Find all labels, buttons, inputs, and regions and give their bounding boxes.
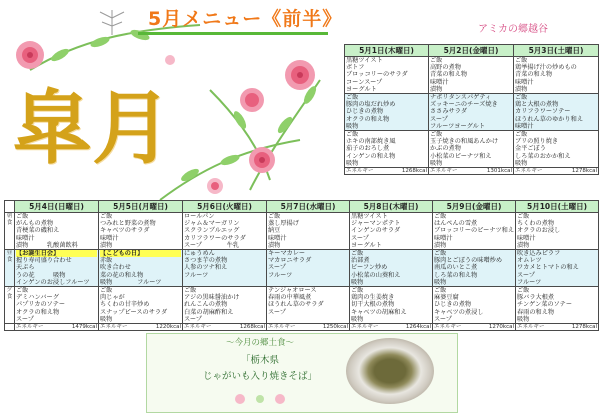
menu-cell: ご飯 蒸し厚揚げ 納豆 味噌汁 漬物 [268,213,299,249]
local-food-line2: じゃがいも入り焼きそば」 [202,371,317,382]
energy-value: エネルギー 1268kcal [184,324,265,331]
energy-value: エネルギー 1270kcal [434,324,514,331]
menu-cell: にゅうめん さつま芋の煮物 人参のツナ和え フルーツ [184,250,228,279]
day-header: 5月8日(木曜日) [350,201,433,213]
menu-cell: ご飯 豚肉の塩だれ炒め ひじきの煮物 オクラの和え物 吸物 [346,94,396,130]
menu-cell: 黒糖ツイスト ボトフ ブロッコリーのサラダ コーンスープ ヨーグルト [346,57,408,93]
menu-cell: ご飯 はんぺんの雪煮 ブロッコリーのピーナツ和え 味噌汁 漬物 [434,213,514,249]
menu-table-top [344,44,599,175]
menu-cell: ご飯 肉じゃが ちくわの甘辛炒め スナップピースのサラダ 吸物 [100,287,168,323]
menu-cell: ご飯 豚肉とごぼうの味噌炒め 南瓜のいとこ煮 しろ菜の和え物 吸物 [434,250,503,286]
month-kanji: 皐月 [12,81,172,175]
event-label: 【お誕生日会】 [16,250,97,257]
menu-cell: ご飯 鶏肉の生姜焼き 切干大根の煮物 キャベツの胡麻和え 吸物 [351,287,407,323]
menu-cell: 黒糖ツイスト ジャーマンポテト インゲンのサラダ スープ ヨーグルト [351,213,401,249]
day-header: 5月7日(水曜日) [267,201,350,213]
energy-value: エネルギー 1301kcal [430,168,512,175]
lunch-row [5,250,599,287]
energy-row [345,168,599,175]
row-label-breakfast: 朝食 [5,213,15,250]
menu-cell: ご飯 治部煮 ビーフン炒め 小松菜の山葵和え 吸物 [351,250,401,286]
energy-row [5,324,599,331]
facility-name: アミカの郷越谷 [478,24,548,35]
menu-cell: ロールパン ジャム＆マーガリン スクランブルエッグ カリフラワーのサラダ スープ 牛乳 [184,213,246,249]
menu-cell: 【こどもの日】 赤飯 吹き合わせ 菜の花の和え物 吸物 フルーツ [100,250,181,286]
row-label-dinner: 夕食 [5,287,15,324]
menu-cell: ご飯 デミハンバーグ パプリカのソテー オクラの和え物 スープ [16,287,66,323]
menu-table-main [4,200,599,331]
day-header: 5月6日(火曜日) [183,201,267,213]
energy-value: エネルギー 1250kcal [268,324,348,331]
menu-cell: 【お誕生日会】 握り寿司盛り合わせ 天ぷら うの花 吸物 インゲンのお浸しフルーツ [16,250,97,286]
menu-cell: ご飯 アジの黒味醤油かけ れんこんの煮物 白菜の胡麻酢和え スープ [184,287,240,323]
energy-value: エネルギー 1268kcal [346,168,427,175]
energy-value: エネルギー 1278kcal [515,168,597,175]
menu-cell: ご飯 ブリの照り焼き 金平ごぼう しろ菜のおかか和え 吸物 [515,131,571,167]
energy-value: エネルギー 1278kcal [517,324,597,331]
energy-value: エネルギー 1479kcal [16,324,97,331]
page-title: 5月メニュー《前半》 [148,8,343,30]
corner-cell [5,201,15,213]
day-header: 5月4日(日曜日) [15,201,99,213]
dinner-row [5,287,599,324]
local-food-heading: 〜今月の郷土食〜 [225,338,294,348]
local-food-line1: 「栃木県 [240,355,279,366]
lunch-row [345,94,599,131]
day-header: 5月9日(金曜日) [433,201,516,213]
menu-cell: ご飯 高野の煮物 青菜の和え物 味噌汁 漬物 [430,57,468,93]
menu-cell: ご飯 ちくわの煮物 オクラのお浸し 味噌汁 漬物 [517,213,561,249]
energy-value: エネルギー 1264kcal [351,324,431,331]
menu-cell: キーマカレー マカロニサラダ スープ フルーツ [268,250,312,279]
day-header: 5月2日(金曜日) [429,45,514,57]
day-header-row [5,201,599,213]
title-underline [138,32,328,35]
menu-cell: ご飯 ホキの南部焼き風 茄子のおろし煮 インゲンの和え物 吸物 [346,131,396,167]
energy-corner [5,324,15,331]
energy-value: エネルギー 1220kcal [100,324,181,331]
menu-cell: ご飯 がんもの煮物 青梗菜の磯和え 味噌汁 漬物 乳酸菌飲料 [16,213,78,249]
menu-cell: ご飯 麻婆豆腐 ひじきの煮物 キャベツの煮浸し スープ [434,287,484,323]
breakfast-row [5,213,599,250]
dinner-row [345,131,599,168]
day-header-row [345,45,599,57]
menu-cell: テンジャオロース 春雨の中華風煮 ほうれん草のサラダ スープ [268,287,324,316]
breakfast-row [345,57,599,94]
flower-decoration [230,388,300,410]
row-label-lunch: 昼食 [5,250,15,287]
day-header: 5月5日(月曜日) [99,201,183,213]
menu-cell: ご飯 豚バラ大根煮 チンゲン菜のソテー 春雨の和え物 吸物 [517,287,573,323]
day-header: 5月10日(土曜日) [516,201,599,213]
menu-cell: ご飯 鶏と大根の煮物 カリフラワーソテー ほうれん草のゆかり和え 味噌汁 [515,94,584,130]
menu-cell: ご飯 玉子焼きの和風あんかけ かぶの煮物 小松菜のピーナツ和え 吸物 [430,131,499,167]
event-label: 【こどもの日】 [100,250,181,257]
menu-cell: ご飯 鶏挙揚げ汁の炒めもの 青菜の和え物 味噌汁 漬物 [515,57,577,93]
day-header: 5月3日(土曜日) [514,45,599,57]
menu-cell: ナポリタンスパゲティ ズッキーニのチーズ焼き ささみサラダ スープ フルーツヨーグルト [430,94,498,130]
day-header: 5月1日(木曜日) [345,45,429,57]
dish-photo [346,338,434,404]
menu-cell: 吹き込みピラフ オムレツ ワカメとトマトの和え スープ フルーツ [517,250,579,286]
menu-cell: ご飯 つみれと野菜の煮物 キャベツのサラダ 味噌汁 漬物 [100,213,156,249]
